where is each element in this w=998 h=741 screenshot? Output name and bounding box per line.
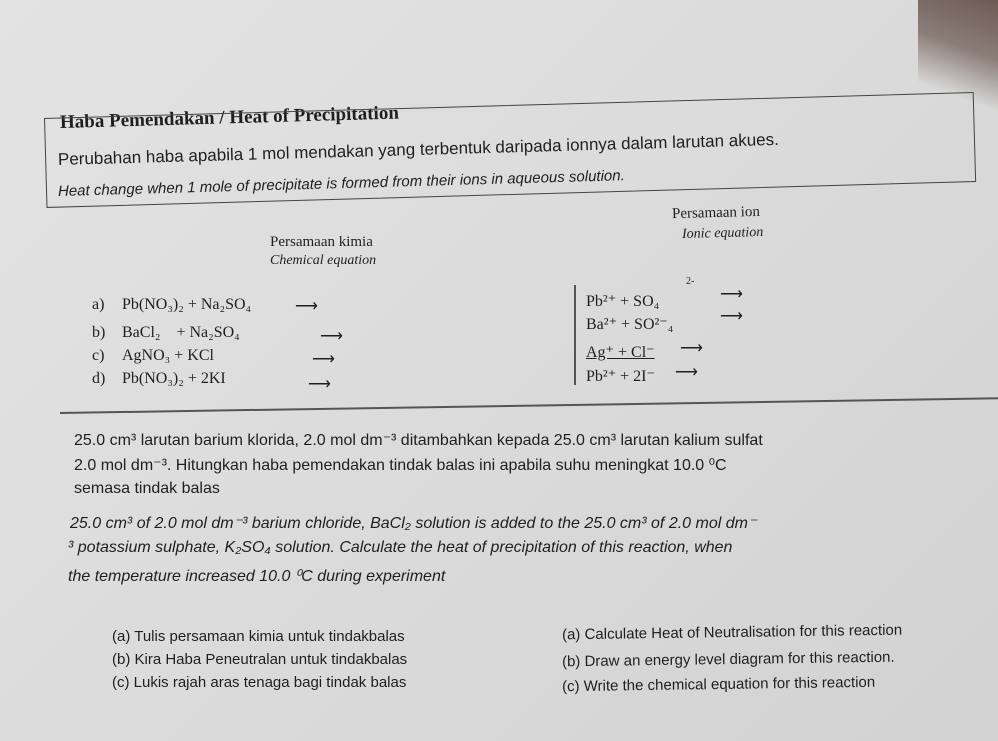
equation-label-c: c): [92, 347, 105, 364]
arrow-ion-c: ⟶: [680, 340, 703, 357]
arrow-chem-a: ⟶: [295, 298, 318, 315]
chemical-equation-a: Pb(NO₃)₂ + Na₂SO₄: [122, 296, 252, 313]
arrow-ion-d: ⟶: [675, 364, 698, 381]
definition-malay: Perubahan haba apabila 1 mol mendakan yang terbentuk daripada ionnya dalam larutan akues.: [57, 129, 780, 169]
problem-english-line-2: ³ potassium sulphate, K₂SO₄ solution. Calculate the heat of precipitation of this reaction, when: [68, 539, 733, 556]
ionic-equation-b: Ba²⁺ + SO²⁻₄: [586, 316, 674, 333]
equation-label-a: a): [92, 296, 105, 313]
problem-malay-line-2: 2.0 mol dm⁻³. Hitungkan haba pemendakan tindak balas ini apabila suhu meningkat 10.0 ⁰C: [74, 457, 727, 474]
problem-malay-line-3: semasa tindak balas: [74, 480, 220, 497]
arrow-chem-d: ⟶: [308, 376, 331, 393]
chemical-equation-header-en: Chemical equation: [270, 253, 377, 268]
equation-label-b: b): [92, 324, 106, 341]
problem-malay-line-1: 25.0 cm³ larutan barium klorida, 2.0 mol dm⁻³ ditambahkan kepada 25.0 cm³ larutan kalium sulfat: [74, 432, 763, 449]
chemical-equation-header: Persamaan kimia: [270, 234, 373, 250]
question-ms-a: (a) Tulis persamaan kimia untuk tindakbalas: [112, 628, 405, 645]
question-en-c: (c) Write the chemical equation for this reaction: [561, 673, 876, 696]
arrow-ion-b: ⟶: [720, 308, 743, 325]
page-title: Haba Pemendakan / Heat of Precipitation: [59, 102, 400, 133]
problem-english-line-3: the temperature increased 10.0 ⁰C during experiment: [68, 568, 446, 585]
chemical-equation-b: BaCl₂ + Na₂SO₄: [122, 324, 240, 341]
equation-label-d: d): [92, 370, 106, 387]
ionic-equation-a: Pb²⁺ + SO₄: [586, 293, 660, 310]
problem-english-line-1: 25.0 cm³ of 2.0 mol dm⁻³ barium chloride, BaCl₂ solution is added to the 25.0 cm³ of 2.0 mol dm⁻: [70, 515, 757, 532]
ionic-equation-header-en: Ionic equation: [681, 225, 764, 242]
ionic-equation-c: Ag⁺ + Cl⁻: [586, 344, 655, 361]
question-en-a: (a) Calculate Heat of Neutralisation for this reaction: [561, 621, 903, 644]
question-ms-c: (c) Lukis rajah aras tenaga bagi tindak balas: [112, 674, 407, 691]
arrow-ion-a: ⟶: [720, 286, 743, 303]
chemical-equation-d: Pb(NO₃)₂ + 2KI: [122, 370, 226, 387]
question-ms-b: (b) Kira Haba Peneutralan untuk tindakbalas: [112, 651, 408, 668]
arrow-chem-c: ⟶: [312, 351, 335, 368]
ionic-equation-d: Pb²⁺ + 2I⁻: [586, 368, 655, 385]
definition-english: Heat change when 1 mole of precipitate is formed from their ions in aqueous solution.: [57, 167, 626, 200]
arrow-chem-b: ⟶: [320, 328, 343, 345]
section-divider: [60, 397, 998, 413]
chemical-equation-c: AgNO₃ + KCl: [122, 347, 214, 364]
ionic-equation-a-charge: 2-: [686, 276, 695, 287]
question-en-b: (b) Draw an energy level diagram for this reaction.: [561, 648, 895, 671]
column-divider: [574, 285, 576, 385]
ionic-equation-header: Persamaan ion: [671, 203, 761, 223]
